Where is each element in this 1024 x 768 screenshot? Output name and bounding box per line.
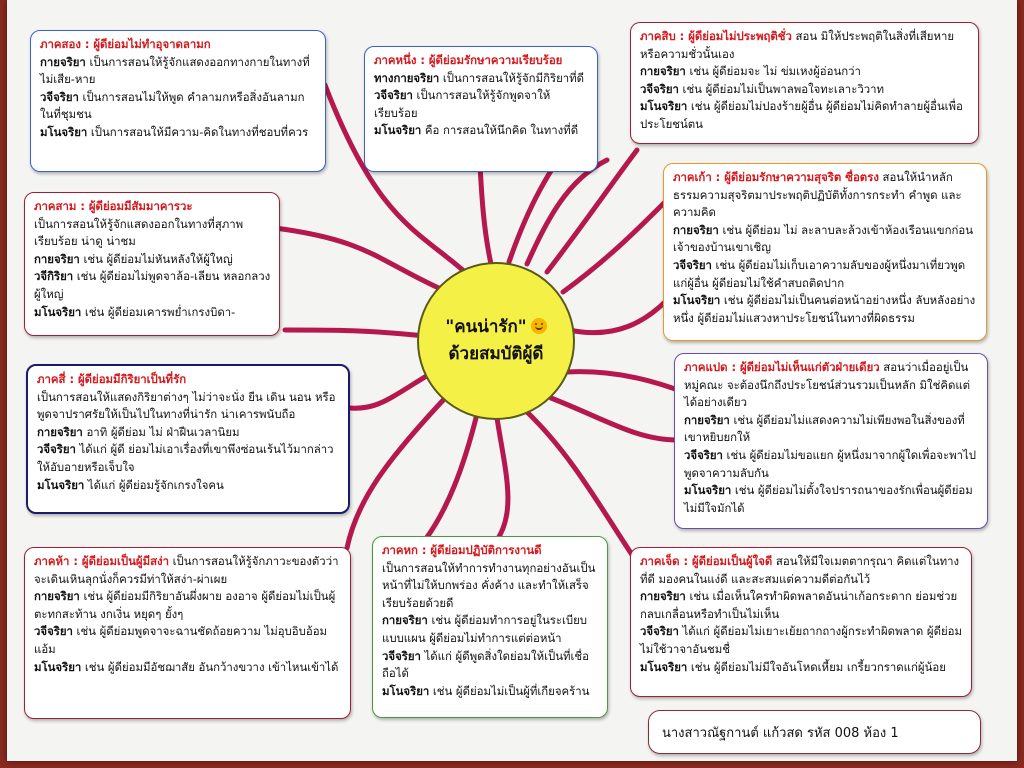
line-label: วจีจริยา	[640, 624, 679, 639]
line-label: กายจริยา	[684, 412, 730, 427]
box-line: เป็นการสอนไม่ให้พูด คำลามกหรือสิ่งอันลามกในที่ชุมชน	[40, 89, 305, 122]
box-line: เป็นการสอนให้รู้จักมีกิริยาที่ดี	[439, 70, 585, 85]
line-label: มโนจริยา	[34, 659, 82, 674]
line-label: มโนจริยา	[37, 477, 85, 492]
box-line: อาทิ ผู้ดีย่อม ไม่ ฝ่าฝืนเวลานิยม	[82, 424, 240, 439]
line-label: กายจริยา	[640, 64, 686, 79]
box-title: ภาคสี่ : ผู้ดีย่อมมีกิริยาเป็นที่รัก	[37, 372, 187, 386]
box-line: เช่น เมื่อเห็นใครทำผิดพลาดอันน่าเก้อกระดาก ย่อมช่วยกลบเกลื่อนหรือทำเป็นไม่เห็น	[640, 589, 958, 621]
line-label: มโนจริยา	[382, 683, 430, 698]
line-label: มโนจริยา	[640, 99, 688, 114]
box-line: สอนให้มีใจเมตตากรุณา คิดแต่ในทางที่ดี มองคนในแง่ดี และสะสมแต่ความดีต่อกันไว้	[640, 554, 960, 586]
line-label: ทางกายจริยา	[374, 70, 440, 85]
box-line: เช่น ผู้ดีย่อมพูดจาจะฉานชัดถ้อยความ ไม่อุบอิบอ้อมแอ้ม	[34, 624, 328, 656]
ray	[425, 414, 477, 540]
box-part-2	[30, 30, 326, 172]
line-label: วจีจริยา	[37, 442, 76, 457]
box-part-4	[26, 364, 350, 514]
box-line: สอนว่าเมื่ออยู่เป็นหมู่คณะ จะต้องนึกถึงประโยชน์ส่วนรวมเป็นหลัก มิใช่คิดแต่ได้อย่างเดียว	[684, 360, 971, 410]
line-label: กายจริยา	[640, 589, 686, 604]
mind-map-board	[7, 0, 1017, 761]
box-line: เช่น ผู้ดีย่อมมีอัชฌาสัย อันกว้างขวาง เข้าไหนเข้าได้	[81, 659, 339, 674]
box-title: ภาคเจ็ด : ผู้ดีย่อมเป็นผู้ใจดี	[640, 554, 773, 568]
line-label: กายจริยา	[382, 613, 428, 628]
box-line: ได้แก่ ผู้ดีย่อมรู้จักเกรงใจคน	[84, 477, 224, 492]
author-label: นางสาวณัฐกานต์ แก้วสด รหัส 008 ห้อง 1	[648, 710, 981, 754]
box-line: เช่น ผู้ดีย่อมไม่เก็บเอาความลับของผู้หนึ่งมาเที่ยวพูดแก่ผู้อื่น ผู้ดีย่อมไม่ใช้คำสบถติดปาก	[673, 257, 966, 290]
box-line: ได้แก่ ผู้ดี ย่อมไม่เอาเรื่องที่เขาพึงซ่อนเร้นไว้มากล่าวให้อับอายหรือเจ็บใจ	[37, 442, 334, 474]
ray	[563, 200, 667, 292]
box-part-8	[674, 353, 988, 529]
line-label: กายจริยา	[37, 424, 83, 439]
box-line: เป็นการสอนให้มีความ-คิดในทางที่ชอบที่ควร	[87, 124, 309, 139]
line-label: มโนจริยา	[673, 293, 721, 308]
box-line: เช่น ผู้ดีย่อมไม่มีใจอันโหดเหี้ยม เกรี้ยวกราดแก่ผู้น้อย	[687, 659, 946, 674]
box-title: ภาคหนึ่ง : ผู้ดีย่อมรักษาความเรียบร้อย	[374, 53, 563, 67]
box-line: เช่น ผู้ดีย่อมเคารพย่ำเกรงบิดา-	[81, 304, 236, 319]
line-label: มโนจริยา	[374, 123, 422, 138]
box-title: ภาคสาม : ผู้ดีย่อมมีสัมมาคารวะ	[34, 199, 193, 213]
box-title: ภาคสิบ : ผู้ดีย่อมไม่ประพฤติชั่ว	[640, 29, 792, 43]
line-label: กายจริยา	[34, 251, 80, 266]
box-line: เช่น ผู้ดีย่อมมีกิริยาอันผึ่งผาย องอาจ ผู้ดีย่อมไม่เป็นผู้ตะทกสะท้าน งกเงิ่น หยุดๆ ยั้งๆ	[34, 589, 336, 621]
ray	[285, 330, 425, 336]
box-line: เช่น ผู้ดีย่อมไม่ตั้งใจปรารถนาของรักเพื่อนผู้ดีย่อมไม่มีใจมักได้	[684, 483, 973, 515]
box-title: ภาคหก : ผู้ดีย่อมปฏิบัติการงานดี	[382, 543, 542, 557]
box-line: สอนให้นำหลักธรรมความสุจริตมาประพฤติปฏิบัติทั้งการกระทำ คำพูด และความคิด	[673, 170, 962, 220]
box-part-3	[24, 192, 280, 336]
box-line: เป็นการสอนให้รู้จักแสดงออกในทางที่สุภาพเรียบร้อย น่าดู น่าชม	[34, 216, 244, 249]
smiling-face-icon	[531, 318, 547, 334]
box-line: เป็นการสอนให้รู้จักพูดจาให้เรียบร้อย	[374, 88, 551, 120]
ray	[569, 300, 667, 333]
box-title: ภาคแปด : ผู้ดีย่อมไม่เห็นแก่ตัวฝ่ายเดียว	[684, 360, 880, 374]
box-line: เช่น ผู้ดีย่อมไม่แสดงความไม่เพียงพอในสิ่งของที่เขาหยิบยกให้	[684, 412, 965, 445]
ray	[497, 418, 508, 540]
ray	[551, 398, 677, 440]
box-line: คือ การสอนให้นึกคิด ในทางที่ดี	[421, 123, 579, 138]
line-label: วจีจริยา	[382, 648, 421, 663]
line-label: วจีจริยา	[684, 447, 723, 462]
box-part-5	[24, 547, 351, 719]
line-label: วจีจริยา	[374, 88, 413, 103]
line-label: วจีกิริยา	[34, 269, 74, 284]
box-title: ภาคสอง : ผู้ดีย่อมไม่ทำอุจาดลามก	[40, 37, 211, 51]
box-line: เป็นการสอนให้รู้จักภาวะของตัวว่าจะเดินเหินลุกนั่งก็ควรมีท่าให้สง่า-ผ่าเผย	[34, 554, 339, 586]
box-line: เช่น ผู้ดีย่อม ไม่ ละลาบละล้วงเข้าห้องเรือนแขกก่อนเจ้าของบ้านเขาเชิญ	[673, 222, 973, 255]
line-label: วจีจริยา	[40, 89, 79, 104]
line-label: กายจริยา	[40, 54, 86, 69]
box-line: ได้แก่ ผู้ดีย่อมไม่เยาะเย้ยถากถางผู้กระทำผิดพลาด ผู้ดีย่อมไม่ใช้วาจาอันชมชื่	[640, 624, 963, 656]
box-line: เป็นการสอนให้รู้จักแสดงออกทางกายในทางที่ไม่เสีย-หาย	[40, 54, 310, 87]
box-line: เช่น ผู้ดีย่อมไม่ปองร้ายผู้อื่น ผู้ดีย่อมไม่คิดทำลายผู้อื่นเพื่อประโยชน์ตน	[640, 99, 963, 131]
box-part-1	[364, 46, 598, 172]
line-label: วจีจริยา	[640, 81, 679, 96]
line-label: มโนจริยา	[684, 483, 732, 498]
box-line: สอน มิให้ประพฤติในสิ่งที่เสียหายหรือความชั่วนั้นเอง	[640, 29, 955, 61]
box-part-9	[663, 163, 987, 341]
box-line: เช่น ผู้ดีย่อมทำการอยู่ในระเบียบแบบแผน ผู้ดีย่อมไม่ทำการแต่ต่อหน้า	[382, 613, 588, 645]
center-title-line2: ด้วยสมบัติผู้ดี	[448, 344, 544, 364]
box-line: เช่น ผู้ดีย่อมไม่เป็นผู้ที่เกียจคร้าน	[429, 683, 590, 698]
box-line: เช่น ผู้ดีย่อมไม่หันหลังให้ผู้ใหญ่	[79, 251, 233, 266]
box-line: เป็นการสอนให้ทำการทำงานทุกอย่างอันเป็นหน้าที่ไม่ให้บกพร่อง คั่งค้าง และทำให้เสร็จเรียบร้อยด้วยดี	[382, 560, 596, 610]
box-part-6	[372, 536, 608, 718]
ray	[349, 372, 433, 408]
line-label: วจีจริยา	[34, 624, 73, 639]
box-line: เป็นการสอนให้แสดงกิริยาต่างๆ ไม่ว่าจะนั่ง ยืน เดิน นอน หรือพูดจาปราศรัยให้เป็นไปในทางที่น่ารัก น่าเคารพนับถือ	[37, 389, 336, 422]
line-label: กายจริยา	[673, 222, 719, 237]
line-label: มโนจริยา	[34, 304, 82, 319]
box-title: ภาคห้า : ผู้ดีย่อมเป็นผู้มีสง่า	[34, 554, 170, 568]
box-line: เช่น ผู้ดีย่อมไม่พูดจาล้อ-เลียน หลอกลวงผู้ใหญ่	[34, 269, 271, 301]
ray	[275, 228, 443, 290]
box-title: ภาคเก้า : ผู้ดีย่อมรักษาความสุจริต ซื่อตรง	[673, 170, 879, 184]
ray	[567, 372, 683, 392]
box-line: เช่น ผู้ดีย่อมจะ ไม่ ข่มเหงผู้อ่อนกว่า	[685, 64, 861, 79]
box-line: เช่น ผู้ดีย่อมไม่ขอแยก ผู้หนึ่งมาจากผู้ใดเพื่อจะพาไปพูดจาความลับกัน	[684, 447, 977, 480]
box-line: ได้แก่ ผู้ดีพูดสิ่งใดย่อมให้เป็นที่เชื่อถือได้	[382, 648, 589, 681]
line-label: มโนจริยา	[40, 124, 88, 139]
center-title-line1: "คนน่ารัก"	[445, 314, 546, 341]
box-part-10	[630, 22, 979, 144]
line-label: มโนจริยา	[640, 659, 688, 674]
box-line: เช่น ผู้ดีย่อมไม่เป็นพาลพอใจทะเลาะวิวาท	[678, 81, 885, 96]
line-label: กายจริยา	[34, 589, 80, 604]
line-label: วจีจริยา	[673, 257, 712, 272]
center-topic	[417, 262, 575, 420]
box-line: เช่น ผู้ดีย่อมไม่เป็นคนต่อหน้าอย่างหนึ่ง ลับหลังอย่างหนึ่ง ผู้ดีย่อมไม่แสวงหาประโยชน์ในทางที่ผิดธรรม	[673, 293, 976, 325]
box-part-7	[630, 547, 972, 697]
